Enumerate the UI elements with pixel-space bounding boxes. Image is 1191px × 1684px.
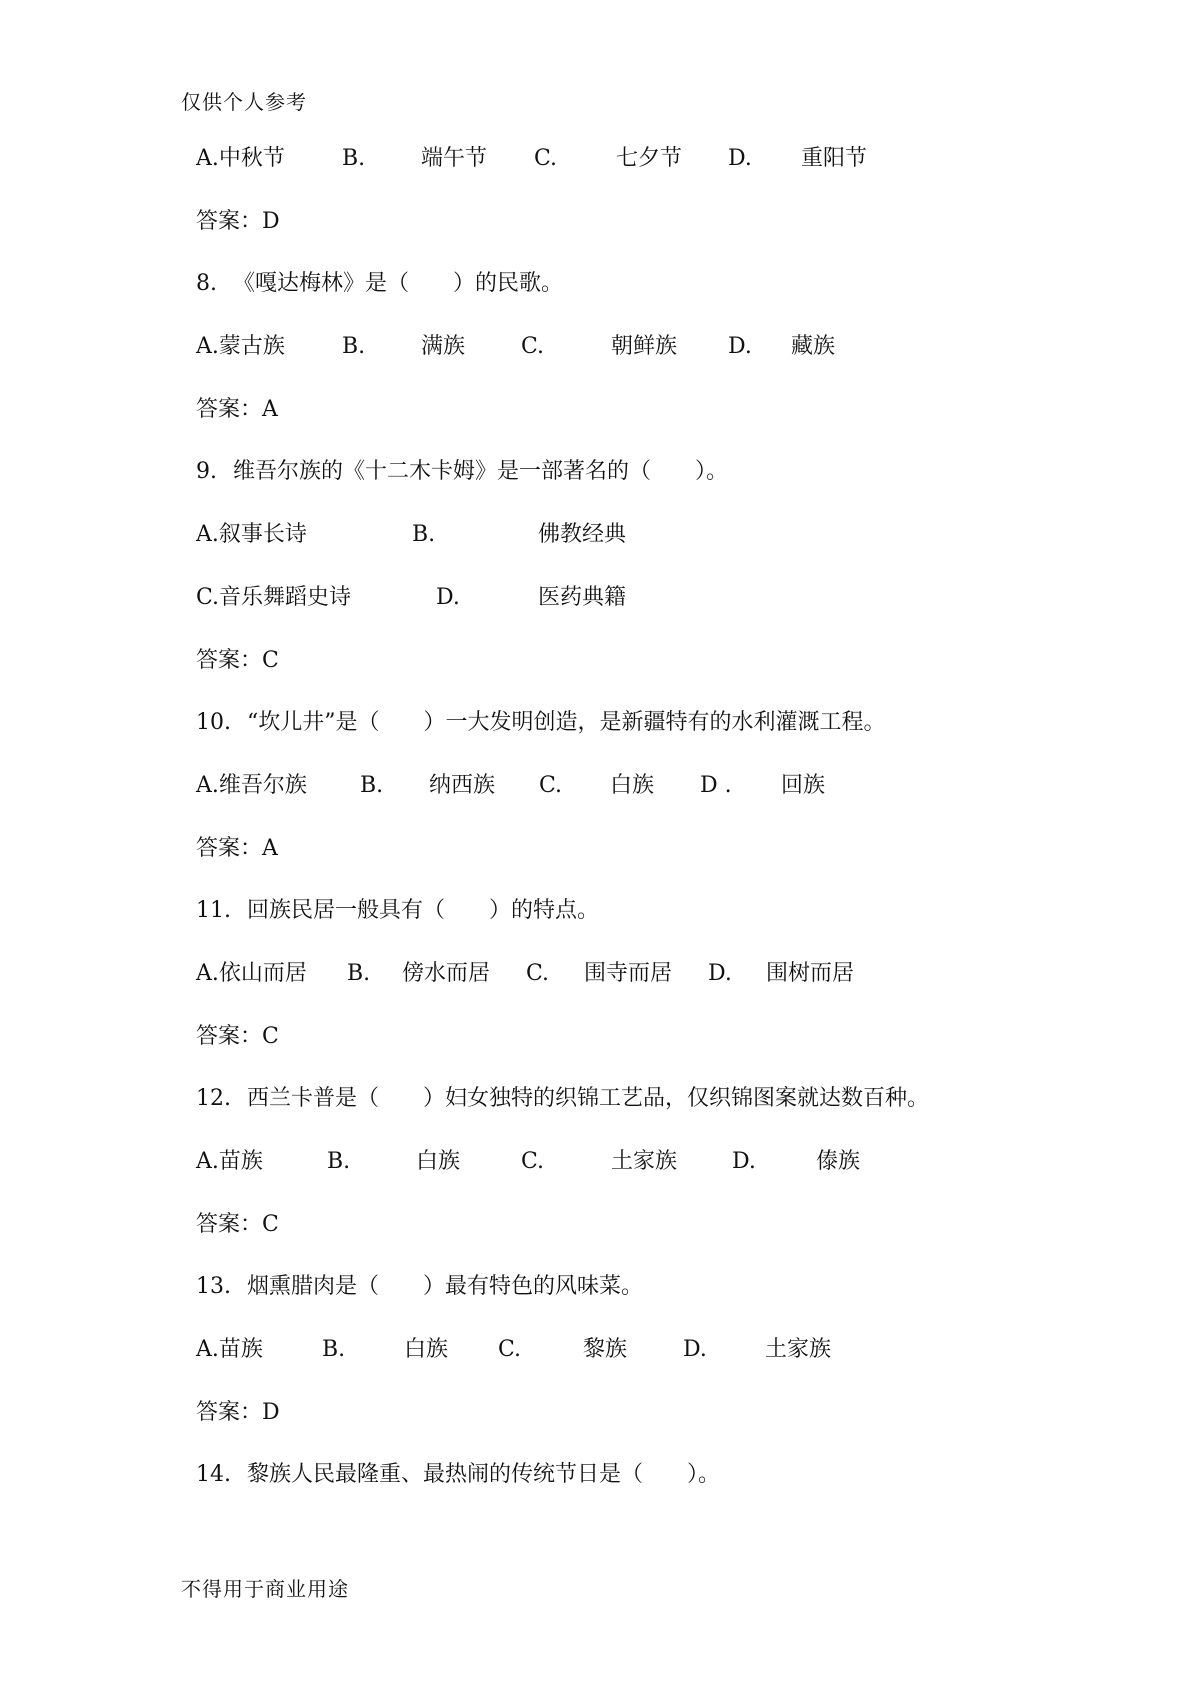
- q11-number: 11.: [196, 898, 231, 923]
- q9-option-b-letter: B.: [412, 522, 436, 547]
- q11-option-b-letter: B.: [347, 961, 371, 986]
- q7-option-c-letter: C.: [534, 146, 558, 171]
- q10-question: [196, 708, 886, 738]
- q9-option-d: 医药典籍: [538, 585, 627, 610]
- q10-answer: 答案：A: [196, 836, 278, 861]
- q7-answer: 答案：D: [196, 209, 280, 234]
- q10-option-d: 回族: [781, 773, 826, 798]
- q9-option-a: A.叙事长诗: [196, 522, 307, 547]
- q8-answer: 答案：A: [196, 397, 278, 422]
- q14-text: 黎族人民最隆重、最热闹的传统节日是（ ）。: [247, 1462, 721, 1487]
- q12-answer: 答案：C: [196, 1212, 279, 1237]
- q10-text: “坎儿井”是（ ）一大发明创造，是新疆特有的水利灌溉工程。: [247, 710, 886, 735]
- q10-option-b: 纳西族: [429, 773, 496, 798]
- q12-option-b: 白族: [416, 1149, 461, 1174]
- q8-text: 《嘎达梅林》是（ ）的民歌。: [233, 271, 564, 296]
- q9-text: 维吾尔族的《十二木卡姆》是一部著名的（ ）。: [233, 459, 729, 484]
- q9-number: 9.: [196, 459, 217, 484]
- q13-question: [196, 1272, 643, 1302]
- q13-text: 烟熏腊肉是（ ）最有特色的风味菜。: [247, 1274, 644, 1299]
- q8-option-b: 满族: [421, 334, 466, 359]
- q13-number: 13.: [196, 1274, 231, 1299]
- q7-option-c: 七夕节: [616, 146, 683, 171]
- q12-option-d-letter: D.: [732, 1149, 756, 1174]
- q8-option-b-letter: B.: [342, 334, 366, 359]
- q13-option-c: 黎族: [583, 1337, 628, 1362]
- q8-question: [196, 269, 563, 299]
- q12-option-a: A.苗族: [196, 1149, 263, 1174]
- q8-option-c: 朝鲜族: [611, 334, 678, 359]
- q14-question: [196, 1460, 720, 1490]
- q11-question: [196, 896, 599, 926]
- q11-answer: 答案：C: [196, 1024, 279, 1049]
- q12-option-c: 土家族: [611, 1149, 678, 1174]
- q12-option-b-letter: B.: [327, 1149, 351, 1174]
- q12-question: [196, 1084, 929, 1114]
- q12-text: 西兰卡普是（ ）妇女独特的织锦工艺品，仅织锦图案就达数百种。: [247, 1086, 930, 1111]
- q11-option-d: 围树而居: [766, 961, 855, 986]
- q12-option-c-letter: C.: [521, 1149, 545, 1174]
- q13-option-c-letter: C.: [498, 1337, 522, 1362]
- q9-option-d-letter: D.: [436, 585, 460, 610]
- q13-answer: 答案：D: [196, 1400, 280, 1425]
- q9-option-c: C.音乐舞蹈史诗: [196, 585, 352, 610]
- q7-option-b-letter: B.: [342, 146, 366, 171]
- page-footer: 不得用于商业用途: [181, 1577, 349, 1601]
- q13-option-b: 白族: [404, 1337, 449, 1362]
- q7-option-b: 端午节: [421, 146, 488, 171]
- q13-option-d-letter: D.: [683, 1337, 707, 1362]
- q11-option-b: 傍水而居: [402, 961, 491, 986]
- q12-option-d: 傣族: [816, 1149, 861, 1174]
- page-header: 仅供个人参考: [181, 90, 307, 114]
- q11-option-c-letter: C.: [526, 961, 550, 986]
- q8-option-d: 藏族: [791, 334, 836, 359]
- q8-option-c-letter: C.: [521, 334, 545, 359]
- q10-option-b-letter: B.: [360, 773, 384, 798]
- q7-option-a: A.中秋节: [196, 146, 285, 171]
- q11-option-c: 围寺而居: [584, 961, 673, 986]
- q7-option-d: 重阳节: [801, 146, 868, 171]
- q10-option-c-letter: C.: [539, 773, 563, 798]
- q7-option-d-letter: D.: [728, 146, 752, 171]
- q14-number: 14.: [196, 1462, 231, 1487]
- q9-answer: 答案：C: [196, 648, 279, 673]
- q11-option-d-letter: D.: [708, 961, 732, 986]
- q11-text: 回族民居一般具有（ ）的特点。: [247, 898, 600, 923]
- q11-option-a: A.依山而居: [196, 961, 307, 986]
- q10-number: 10.: [196, 710, 231, 735]
- q8-option-a: A.蒙古族: [196, 334, 285, 359]
- q10-option-a: A.维吾尔族: [196, 773, 307, 798]
- q8-option-d-letter: D.: [728, 334, 752, 359]
- q9-option-b: 佛教经典: [538, 522, 627, 547]
- q9-question: [196, 457, 728, 487]
- q12-number: 12.: [196, 1086, 231, 1111]
- q13-option-d: 土家族: [765, 1337, 832, 1362]
- q8-number: 8.: [196, 271, 217, 296]
- q10-option-d-letter: D .: [700, 773, 732, 798]
- q10-option-c: 白族: [610, 773, 655, 798]
- q13-option-b-letter: B.: [322, 1337, 346, 1362]
- q13-option-a: A.苗族: [196, 1337, 263, 1362]
